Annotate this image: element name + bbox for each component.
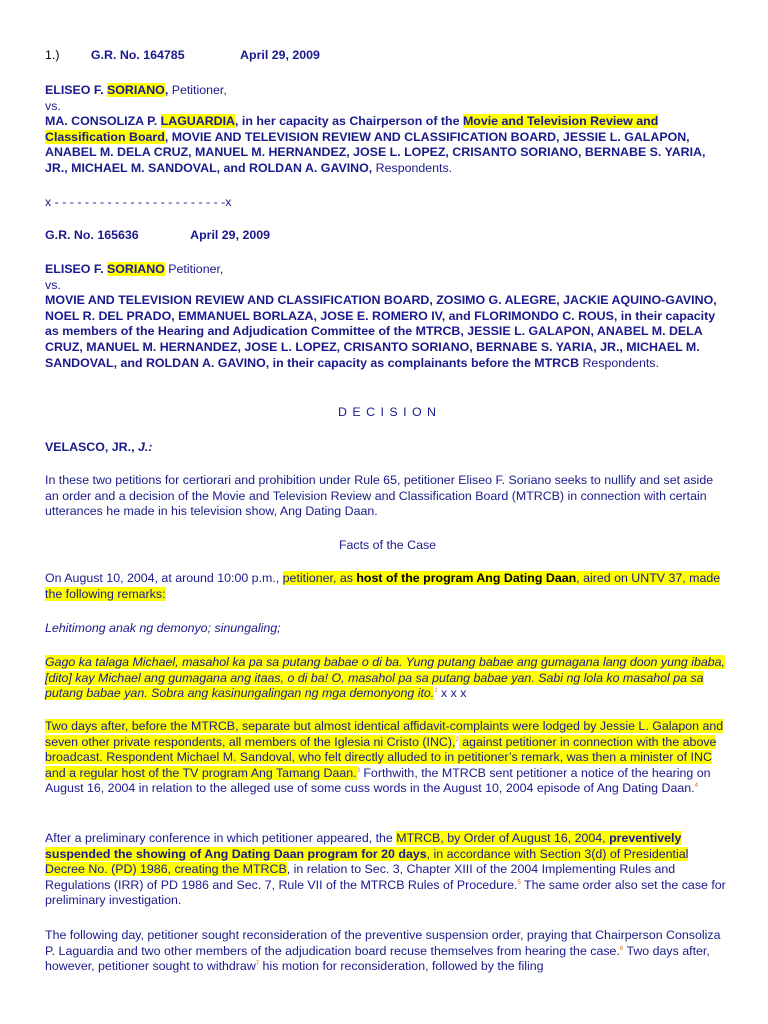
case2-header (45, 228, 730, 244)
decision-title: D E C I S I O N (338, 405, 437, 419)
gr-number: G.R. No. 164785 (90, 48, 185, 62)
paragraph-2: Two days after, before the MTRCB, separate but almost identical affidavit-complaints were lodged by Jessie L. Galapon and seven other private respondents, all members of the Iglesia ni Cristo (INC),$^2$ against petitioner in connection with the above broadcast. Respondent Michael M. Sandoval, who felt directly alluded to in petitioner’s remark, was then a minister of INC and a regular host of the TV program Ang Tamang Daan.$^3$ Forthwith, the MTRCB sent petitioner a notice of the hearing on August 16, 2004 in relation to the alleged use of some cuss words in the August 10, 2004 episode of Ang Dating Daan.$^4$ (45, 719, 724, 796)
case-date: April 29, 2009 (240, 48, 320, 62)
case1-parties (45, 83, 730, 177)
separator: x - - - - - - - - - - - - - - - - - - - - - - -x (45, 195, 232, 209)
intro-paragraph: In these two petitions for certiorari and prohibition under Rule 65, petitioner Eliseo F. Soriano seeks to nullify and set aside an order and a decision of the Movie and Television Review and Classification Board (MTRCB) in connection with certain utterances he made in his television show, Ang Dating Daan. (45, 473, 714, 519)
case-number: 1.) (45, 48, 60, 62)
case1-header (45, 48, 730, 64)
petitioner-line: ELISEO F. SORIANO, Petitioner, (45, 83, 227, 97)
paragraph-3: After a preliminary conference in which petitioner appeared, the MTRCB, by Order of August 16, 2004, preventively suspended the showing of Ang Dating Daan program for 20 days, in accordance with Section 3(d) of Presidential Decree No. (PD) 1986, creating the MTRCB, in relation to Sec. 3, Chapter XIII of the 2004 Implementing Rules and Regulations (IRR) of PD 1986 and Sec. 7, Rule VII of the MTRCB Rules of Procedure.$^5$ The same order also set the case for preliminary investigation. (45, 831, 726, 908)
vs-label: vs. (45, 277, 61, 292)
facts-heading: Facts of the Case (338, 538, 437, 552)
petitioner-line: ELISEO F. SORIANO Petitioner, (45, 262, 224, 276)
case-date: April 29, 2009 (190, 228, 271, 242)
respondents-text: MOVIE AND TELEVISION REVIEW AND CLASSIFICATION BOARD, ZOSIMO G. ALEGRE, JACKIE AQUINO-GAVINO, NOEL R. DEL PRADO, EMMANUEL BORLAZA, JOSE E. ROMERO IV, and FLORIMONDO C. ROUS, in their capacity as members of the Hearing and Adjudication Committee of the MTRCB, JESSIE L. GALAPON, ANABEL M. DELA CRUZ, MANUEL M. HERNANDEZ, JOSE L. LOPEZ, CRISANTO SORIANO, BERNABE S. YARIA, JR., MICHAEL M. SANDOVAL, and ROLDAN A. GAVINO, in their capacity as complainants before the MTRCB Respondents. (45, 293, 717, 370)
vs-label: vs. (45, 98, 61, 113)
quote-2: Gago ka talaga Michael, masahol ka pa sa putang babae o di ba. Yung putang babae ang gumagana lang doon yung ibaba, [dito] kay Michael ang gumagana ang itaas, o di ba! O, masahol pa sa putang babae yan. Sabi ng lola ko masahol pa sa putang babae yan. Sobra ang kasinungalingan ng mga demonyong ito.$^1$ x x x (45, 655, 725, 701)
gr-number: G.R. No. 165636 (45, 228, 139, 242)
ponente: VELASCO, JR., J.: (45, 440, 153, 454)
quote-1: Lehitimong anak ng demonyo; sinungaling; (45, 621, 281, 635)
respondents-text: MA. CONSOLIZA P. LAGUARDIA, in her capacity as Chairperson of the Movie and Television Review and Classification Board, MOVIE AND TELEVISION REVIEW AND CLASSIFICATION BOARD, JESSIE L. GALAPON, ANABEL M. DELA CRUZ, MANUEL M. HERNANDEZ, JOSE L. LOPEZ, CRISANTO SORIANO, BERNABE S. YARIA, JR., MICHAEL M. SANDOVAL, and ROLDAN A. GAVINO, Respondents. (45, 114, 706, 175)
paragraph-4: The following day, petitioner sought reconsideration of the preventive suspension order, praying that Chairperson Consoliza P. Laguardia and two other members of the adjudication board recuse themselves from hearing the case.$^6$ Two days after, however, petitioner sought to withdraw$^7$ his motion for reconsideration, followed by the filing (45, 928, 721, 974)
paragraph-1: On August 10, 2004, at around 10:00 p.m., petitioner, as host of the program Ang Dating Daan, aired on UNTV 37, made the following remarks: (45, 571, 721, 601)
case2-parties (45, 262, 730, 371)
